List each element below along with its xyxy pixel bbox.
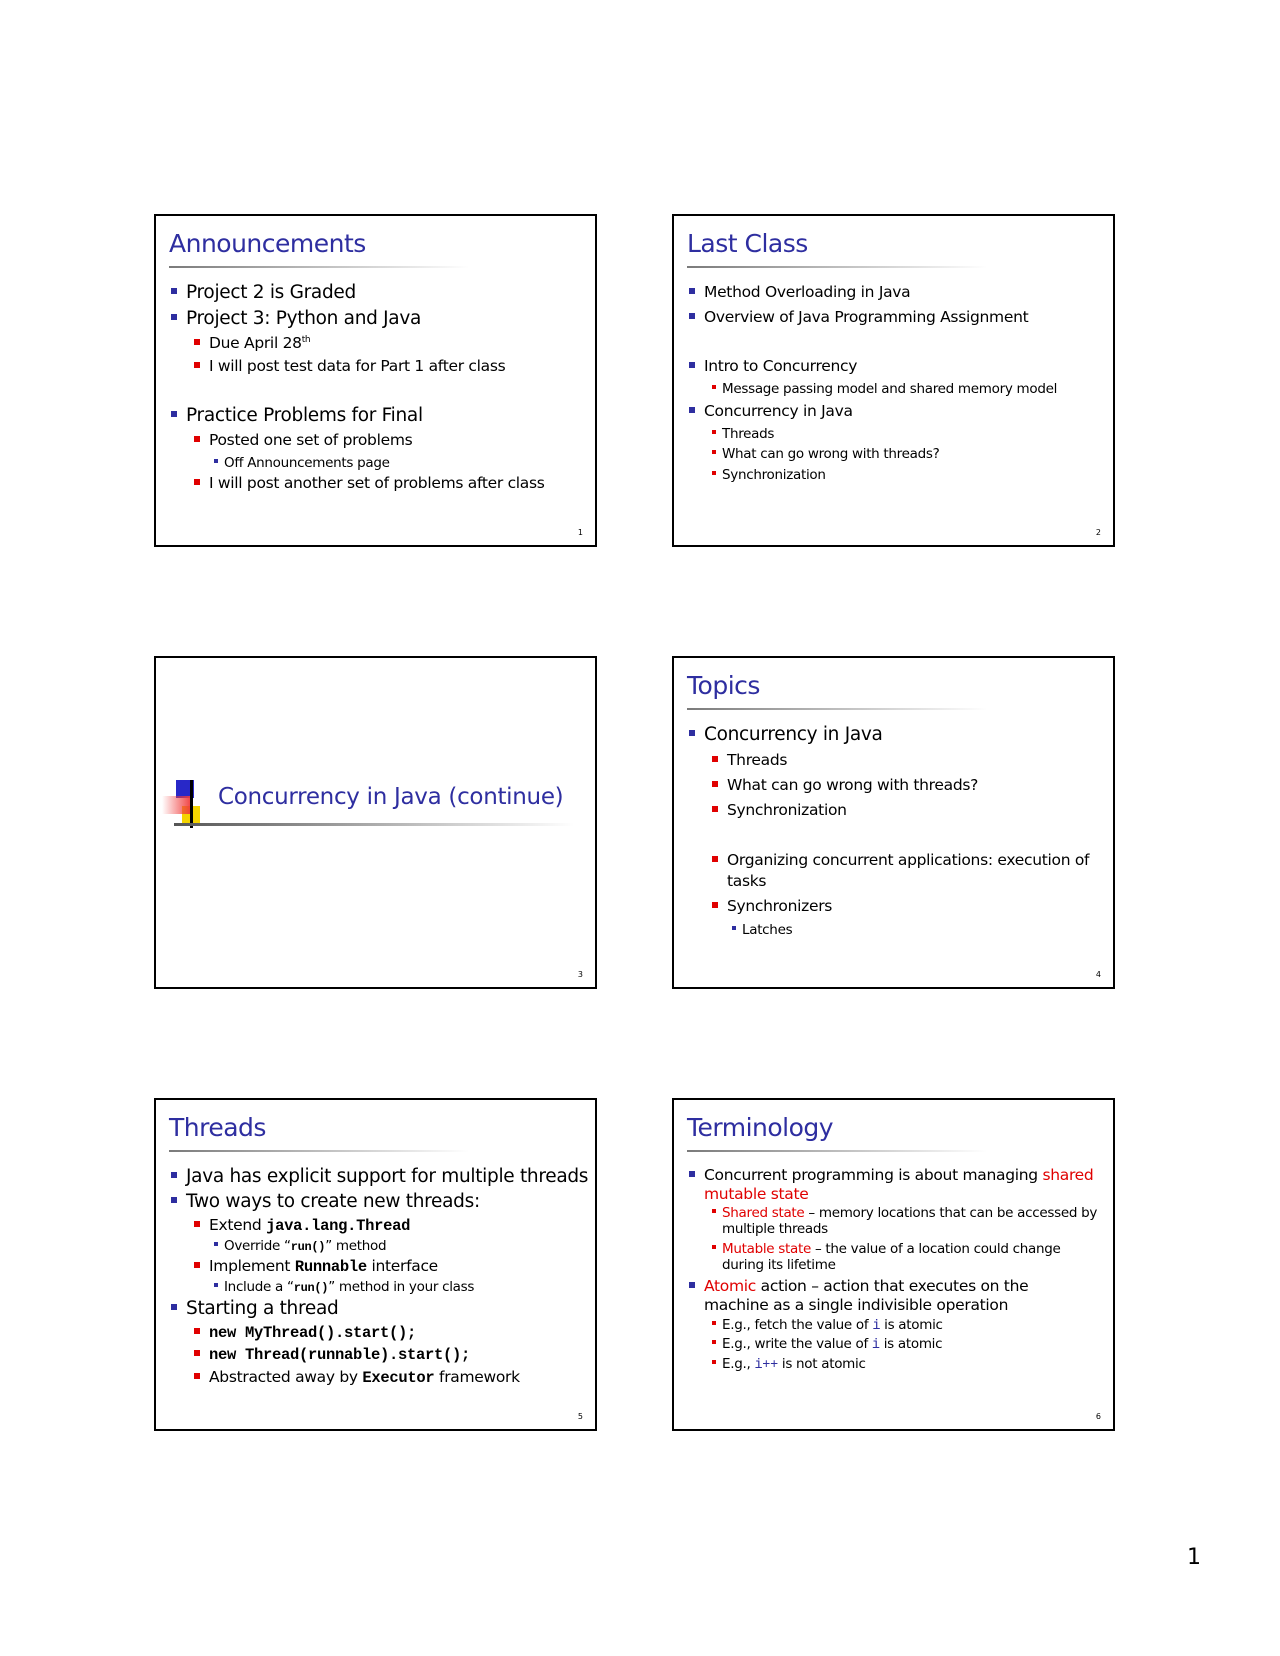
bullet-item bbox=[689, 1277, 1028, 1295]
bullet-square-icon bbox=[171, 288, 177, 294]
bullet-item bbox=[689, 1166, 1093, 1184]
bullet-square-icon bbox=[194, 1350, 200, 1356]
bullet-text: What can go wrong with threads? bbox=[727, 776, 979, 794]
bullet-square-icon bbox=[194, 339, 200, 345]
slide-number: 6 bbox=[1095, 1412, 1101, 1421]
bullet-square-icon bbox=[214, 1242, 218, 1246]
bullet-square-icon bbox=[712, 1321, 716, 1325]
bullet-text: Concurrent programming is about managing bbox=[704, 1166, 1043, 1184]
bullet-text: Synchronization bbox=[722, 467, 826, 483]
bullet-square-icon bbox=[712, 756, 718, 762]
bullet-item bbox=[194, 1345, 470, 1364]
bullet-text: Override “ bbox=[224, 1238, 291, 1254]
bullet-item bbox=[194, 1368, 520, 1387]
code-text: new MyThread().start(); bbox=[209, 1324, 417, 1342]
bullet-text: framework bbox=[434, 1368, 520, 1386]
bullet-item bbox=[712, 1205, 1097, 1221]
bullet-text: Latches bbox=[742, 922, 793, 938]
bullet-square-icon bbox=[689, 730, 695, 736]
bullet-text: Off Announcements page bbox=[224, 455, 390, 471]
bullet-text: Intro to Concurrency bbox=[704, 357, 858, 375]
bullet-square-icon bbox=[689, 1282, 695, 1288]
bullet-item bbox=[689, 308, 1028, 326]
bullet-square-icon bbox=[171, 1197, 177, 1203]
bullet-text: Starting a thread bbox=[186, 1298, 339, 1319]
code-text: i++ bbox=[754, 1358, 778, 1373]
slide-4 bbox=[672, 656, 1115, 989]
bullet-item bbox=[712, 1241, 1061, 1257]
bullet-item bbox=[689, 402, 853, 420]
bullet-item bbox=[712, 751, 787, 769]
slide-2 bbox=[672, 214, 1115, 547]
bullet-item bbox=[712, 851, 1089, 869]
slide-number: 3 bbox=[577, 970, 583, 979]
bullet-square-icon bbox=[194, 436, 200, 442]
code-text: Runnable bbox=[294, 1258, 367, 1276]
bullet-text: is atomic bbox=[880, 1317, 943, 1333]
bullet-item bbox=[171, 405, 423, 426]
code-text: java.lang.Thread bbox=[266, 1217, 411, 1235]
bullet-item bbox=[712, 897, 832, 915]
code-text: new Thread(runnable).start(); bbox=[209, 1346, 471, 1364]
bullet-text: Synchronizers bbox=[727, 897, 833, 915]
bullet-item bbox=[732, 922, 792, 938]
bullet-square-icon bbox=[712, 781, 718, 787]
bullet-square-icon bbox=[732, 926, 736, 930]
bullet-item bbox=[712, 1356, 866, 1373]
bullet-square-icon bbox=[689, 362, 695, 368]
bullet-text: is atomic bbox=[879, 1336, 943, 1352]
bullet-item bbox=[171, 1166, 588, 1187]
bullet-text: Method Overloading in Java bbox=[704, 283, 911, 301]
bullet-text: Implement bbox=[209, 1257, 295, 1275]
bullet-text: – the value of a location could change bbox=[811, 1241, 1061, 1257]
bullet-square-icon bbox=[171, 1304, 177, 1310]
bullet-square-icon bbox=[712, 450, 716, 454]
title-divider bbox=[169, 1150, 469, 1152]
bullet-text: Threads bbox=[722, 426, 775, 442]
bullet-text: – memory locations that can be accessed by bbox=[804, 1205, 1098, 1221]
bullet-text: Concurrency in Java bbox=[704, 724, 883, 745]
bullet-item bbox=[214, 455, 390, 471]
slide-6 bbox=[672, 1098, 1115, 1431]
slide-3 bbox=[154, 656, 597, 989]
code-text: i bbox=[871, 1338, 880, 1353]
bullet-item bbox=[712, 426, 774, 442]
bullet-continuation: machine as a single indivisible operation bbox=[704, 1296, 1009, 1314]
bullet-square-icon bbox=[171, 1172, 177, 1178]
bullet-item bbox=[712, 1317, 943, 1334]
slide-number: 2 bbox=[1095, 528, 1101, 537]
slide-1 bbox=[154, 214, 597, 547]
bullet-text: Message passing model and shared memory model bbox=[722, 381, 1058, 397]
bullet-square-icon bbox=[194, 362, 200, 368]
bullet-square-icon bbox=[712, 471, 716, 475]
bullet-continuation: during its lifetime bbox=[722, 1257, 836, 1273]
bullet-text: Abstracted away by bbox=[209, 1368, 363, 1386]
bullet-square-icon bbox=[712, 1209, 716, 1213]
bullet-text: Overview of Java Programming Assignment bbox=[704, 308, 1029, 326]
bullet-item bbox=[712, 446, 939, 462]
bullet-square-icon bbox=[689, 1171, 695, 1177]
slide-title: Topics bbox=[687, 671, 760, 700]
bullet-text: Extend bbox=[209, 1216, 267, 1234]
bullet-text: E.g., fetch the value of bbox=[722, 1317, 873, 1333]
bullet-item bbox=[194, 1257, 438, 1276]
code-text: run() bbox=[290, 1240, 326, 1254]
bullet-text: Concurrency in Java bbox=[704, 402, 853, 420]
bullet-square-icon bbox=[194, 1328, 200, 1334]
bullet-square-icon bbox=[712, 1360, 716, 1364]
bullet-square-icon bbox=[712, 902, 718, 908]
code-text: run() bbox=[293, 1281, 329, 1295]
bullet-square-icon bbox=[712, 430, 716, 434]
bullet-text: ” method bbox=[325, 1238, 387, 1254]
bullet-item bbox=[712, 776, 978, 794]
bullet-text: Posted one set of problems bbox=[209, 431, 413, 449]
bullet-continuation: multiple threads bbox=[722, 1221, 828, 1237]
highlight-text: Shared state bbox=[722, 1205, 805, 1221]
bullet-item bbox=[171, 1298, 338, 1319]
bullet-item bbox=[171, 1191, 480, 1212]
bullet-item bbox=[712, 381, 1057, 397]
bullet-text: E.g., write the value of bbox=[722, 1336, 872, 1352]
title-divider bbox=[169, 266, 469, 268]
bullet-item bbox=[171, 308, 421, 329]
bullet-text: Due April 28 bbox=[209, 334, 302, 352]
bullet-continuation: tasks bbox=[727, 872, 767, 890]
slide-title: Last Class bbox=[687, 229, 808, 258]
bullet-item bbox=[689, 357, 857, 375]
bullet-text: is not atomic bbox=[777, 1356, 866, 1372]
bullet-square-icon bbox=[214, 459, 218, 463]
bullet-square-icon bbox=[712, 806, 718, 812]
bullet-text: Project 2 is Graded bbox=[186, 282, 356, 303]
bullet-text: Practice Problems for Final bbox=[186, 405, 423, 426]
bullet-square-icon bbox=[171, 314, 177, 320]
bullet-item bbox=[689, 283, 910, 301]
bullet-text: Synchronization bbox=[727, 801, 847, 819]
bullet-square-icon bbox=[194, 1373, 200, 1379]
bullet-text: E.g., bbox=[722, 1356, 755, 1372]
bullet-text: What can go wrong with threads? bbox=[722, 446, 940, 462]
slide-title: Threads bbox=[169, 1113, 266, 1142]
title-divider bbox=[687, 1150, 987, 1152]
page-number: 1 bbox=[1187, 1545, 1201, 1570]
bullet-text: ” method in your class bbox=[328, 1279, 475, 1295]
bullet-continuation: mutable state bbox=[704, 1185, 809, 1203]
bullet-square-icon bbox=[194, 1262, 200, 1268]
bullet-item bbox=[194, 334, 310, 352]
bullet-item bbox=[712, 467, 826, 483]
bullet-item bbox=[194, 474, 545, 492]
code-text: Executor bbox=[362, 1369, 435, 1387]
bullet-text: interface bbox=[366, 1257, 438, 1275]
bullet-item bbox=[194, 1216, 410, 1235]
title-slide-rule bbox=[174, 823, 574, 826]
bullet-item bbox=[712, 1336, 942, 1353]
bullet-item bbox=[194, 431, 412, 449]
bullet-text: Two ways to create new threads: bbox=[186, 1191, 480, 1212]
bullet-text: Java has explicit support for multiple threads bbox=[186, 1166, 589, 1187]
bullet-text: Threads bbox=[727, 751, 788, 769]
bullet-text: Organizing concurrent applications: execution of bbox=[727, 851, 1090, 869]
bullet-square-icon bbox=[689, 313, 695, 319]
bullet-item bbox=[689, 724, 883, 745]
slide-number: 5 bbox=[577, 1412, 583, 1421]
bullet-square-icon bbox=[194, 1221, 200, 1227]
bullet-item bbox=[171, 282, 356, 303]
slide-title: Announcements bbox=[169, 229, 366, 258]
bullet-item bbox=[214, 1238, 386, 1254]
bullet-item bbox=[194, 357, 505, 375]
bullet-item bbox=[712, 801, 847, 819]
bullet-square-icon bbox=[712, 1340, 716, 1344]
bullet-text: Project 3: Python and Java bbox=[186, 308, 422, 329]
bullet-square-icon bbox=[214, 1283, 218, 1287]
slide-title: Terminology bbox=[687, 1113, 834, 1142]
bullet-square-icon bbox=[171, 411, 177, 417]
bullet-text: Include a “ bbox=[224, 1279, 294, 1295]
bullet-item bbox=[214, 1279, 474, 1295]
title-divider bbox=[687, 708, 987, 710]
bullet-square-icon bbox=[194, 479, 200, 485]
bullet-text: action – action that executes on the bbox=[756, 1277, 1029, 1295]
code-text: i bbox=[872, 1319, 881, 1334]
highlight-text: shared bbox=[1042, 1166, 1094, 1184]
title-divider bbox=[687, 266, 987, 268]
bullet-square-icon bbox=[712, 856, 718, 862]
section-title: Concurrency in Java (continue) bbox=[218, 784, 564, 810]
bullet-square-icon bbox=[689, 407, 695, 413]
slide-5 bbox=[154, 1098, 597, 1431]
slide-number: 4 bbox=[1095, 970, 1101, 979]
bullet-square-icon bbox=[712, 1245, 716, 1249]
superscript: th bbox=[301, 334, 311, 345]
highlight-text: Atomic bbox=[704, 1277, 757, 1295]
slide-number: 1 bbox=[577, 528, 583, 537]
highlight-text: Mutable state bbox=[722, 1241, 811, 1257]
bullet-text: I will post another set of problems after class bbox=[209, 474, 545, 492]
bullet-text: I will post test data for Part 1 after class bbox=[209, 357, 506, 375]
bullet-square-icon bbox=[689, 288, 695, 294]
bullet-square-icon bbox=[712, 385, 716, 389]
bullet-item bbox=[194, 1323, 416, 1342]
